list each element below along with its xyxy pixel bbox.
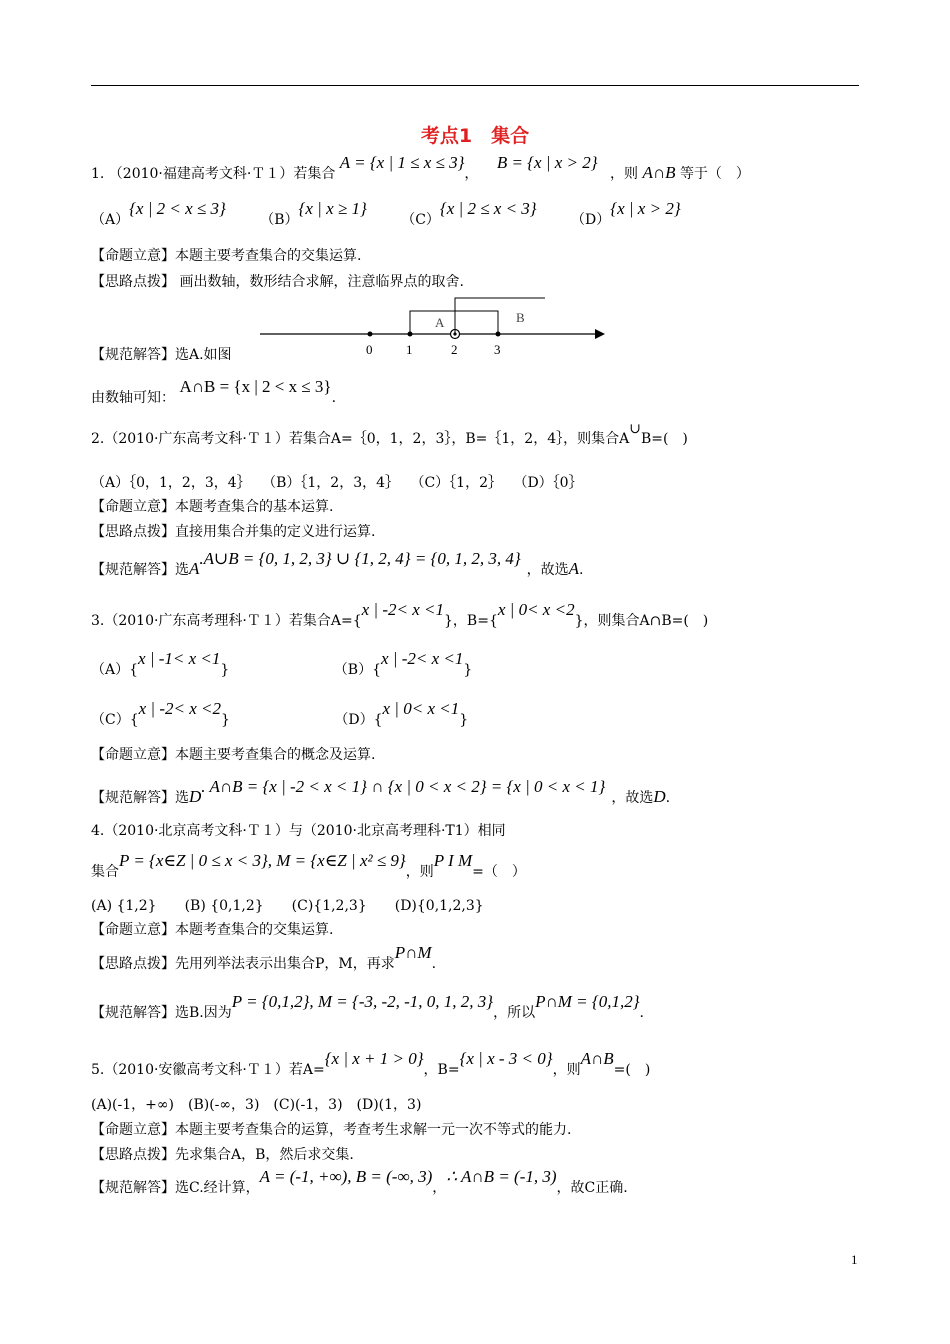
q5-hint: 【思路点拨】先求集合A，B，然后求交集. xyxy=(91,1147,354,1163)
q1-option-b: （B）{x | x ≥ 1} xyxy=(260,199,367,228)
q2-stem: 2.（2010·广东高考文科·Ｔ１）若集合A=｛0，1，2，3｝，B=｛1，2，4｝，则集合A∪B=( ) xyxy=(91,421,688,447)
page-number: 1 xyxy=(851,1252,858,1267)
q1-intent: 【命题立意】本题主要考查集合的交集运算. xyxy=(91,248,362,264)
set-b-bracket xyxy=(455,298,545,334)
point-0 xyxy=(368,332,373,337)
q2-answer: 【规范解答】选A.A∪B = {0, 1, 2, 3} ∪ {1, 2, 4} = {0, 1, 2, 3, 4}，故选A. xyxy=(91,549,584,578)
tick-label-3: 3 xyxy=(494,342,501,357)
q1-answer-2: 由数轴可知： A∩B = {x | 2 < x ≤ 3}. xyxy=(91,377,337,406)
q1-expr: A∩B xyxy=(642,163,676,182)
q1-option-c: （C）{x | 2 ≤ x < 3} xyxy=(401,199,537,228)
q5-stem: 5.（2010·安徽高考文科·Ｔ１）若A={x | x + 1 > 0}，B={x | x - 3 < 0}，则A∩B=( ) xyxy=(91,1049,651,1078)
q3-option-d: （D）{x | 0< x <1} xyxy=(334,699,469,728)
q1-stem: 1. （2010·福建高考文科·Ｔ１）若集合 A = {x | 1 ≤ x ≤ 3}， B = {x | x > 2} ，则 A∩B 等于（ ） xyxy=(91,153,750,182)
q1-hint: 【思路点拨】 画出数轴，数形结合求解，注意临界点的取舍. xyxy=(91,274,464,290)
q3-stem: 3.（2010·广东高考理科·Ｔ１）若集合A={x | -2< x <1}，B={x | 0< x <2}，则集合A∩B=( ) xyxy=(91,600,709,629)
q3-answer: 【规范解答】选D. A∩B = {x | -2 < x < 1} ∩ {x | 0 < x < 2} = {x | 0 < x < 1}，故选D. xyxy=(91,777,671,806)
q3-options-row-1 xyxy=(91,649,473,679)
set-b-label: B xyxy=(516,310,525,325)
q1-set-b: B = {x | x > 2} xyxy=(496,153,598,172)
q2-intent: 【命题立意】本题考查集合的基本运算. xyxy=(91,499,334,515)
q4-intent: 【命题立意】本题考查集合的交集运算. xyxy=(91,922,334,938)
tick-label-2: 2 xyxy=(451,342,458,357)
header-rule xyxy=(91,85,859,86)
q4-options: (A) {1,2} (B) {0,1,2} (C){1,2,3} (D){0,1,2,3} xyxy=(91,898,484,914)
number-line-arrow xyxy=(595,329,605,339)
q1-set-a: A = {x | 1 ≤ x ≤ 3} xyxy=(339,153,465,172)
q2-options: （A）｛0，1，2，3，4｝ （B）｛1，2，3，4｝ （C）｛1，2｝ （D）｛0｝ xyxy=(91,475,583,491)
q4-stem-2: 集合P = {x∈Z | 0 ≤ x < 3}, M = {x∈Z | x² ≤ 9}，则P I M=（ ） xyxy=(91,851,526,880)
q3-option-b: （B）{x | -2< x <1} xyxy=(333,649,473,678)
q4-stem: 4.（2010·北京高考文科·Ｔ１）与（2010·北京高考理科·T1）相同 xyxy=(91,823,506,839)
page-title: 考点1 集合 xyxy=(420,125,530,147)
q3-option-a: （A）{x | -1< x <1} xyxy=(91,649,230,678)
number-line-diagram xyxy=(255,296,615,358)
set-a-label: A xyxy=(435,315,445,330)
q3-intent: 【命题立意】本题主要考查集合的概念及运算. xyxy=(91,747,376,763)
q5-answer: 【规范解答】选C.经计算，A = (-1, +∞), B = (-∞, 3)，∴ A∩B = (-1, 3)，故C正确. xyxy=(91,1167,628,1196)
tick-label-1: 1 xyxy=(406,342,413,357)
q3-options-row-2 xyxy=(91,699,469,729)
q5-options: (A)(-1，+∞) (B)(-∞，3) (C)(-1，3) (D)(1，3) xyxy=(91,1097,422,1113)
q3-option-c: （C）{x | -2< x <2} xyxy=(91,699,230,728)
q1-options xyxy=(91,199,681,229)
q2-hint: 【思路点拨】直接用集合并集的定义进行运算. xyxy=(91,524,376,540)
q4-hint: 【思路点拨】先用列举法表示出集合P，M，再求P∩M. xyxy=(91,943,437,972)
tick-label-0: 0 xyxy=(366,342,373,357)
q4-answer: 【规范解答】选B.因为P = {0,1,2}, M = {-3, -2, -1, 0, 1, 2, 3}，所以P∩M = {0,1,2}. xyxy=(91,992,644,1021)
q1-option-d: （D）{x | x > 2} xyxy=(571,199,681,228)
q1-answer: 【规范解答】选A.如图 xyxy=(91,347,232,363)
q1-option-a: （A）{x | 2 < x ≤ 3} xyxy=(91,199,226,228)
q5-intent: 【命题立意】本题主要考查集合的运算，考查考生求解一元一次不等式的能力. xyxy=(91,1122,572,1138)
